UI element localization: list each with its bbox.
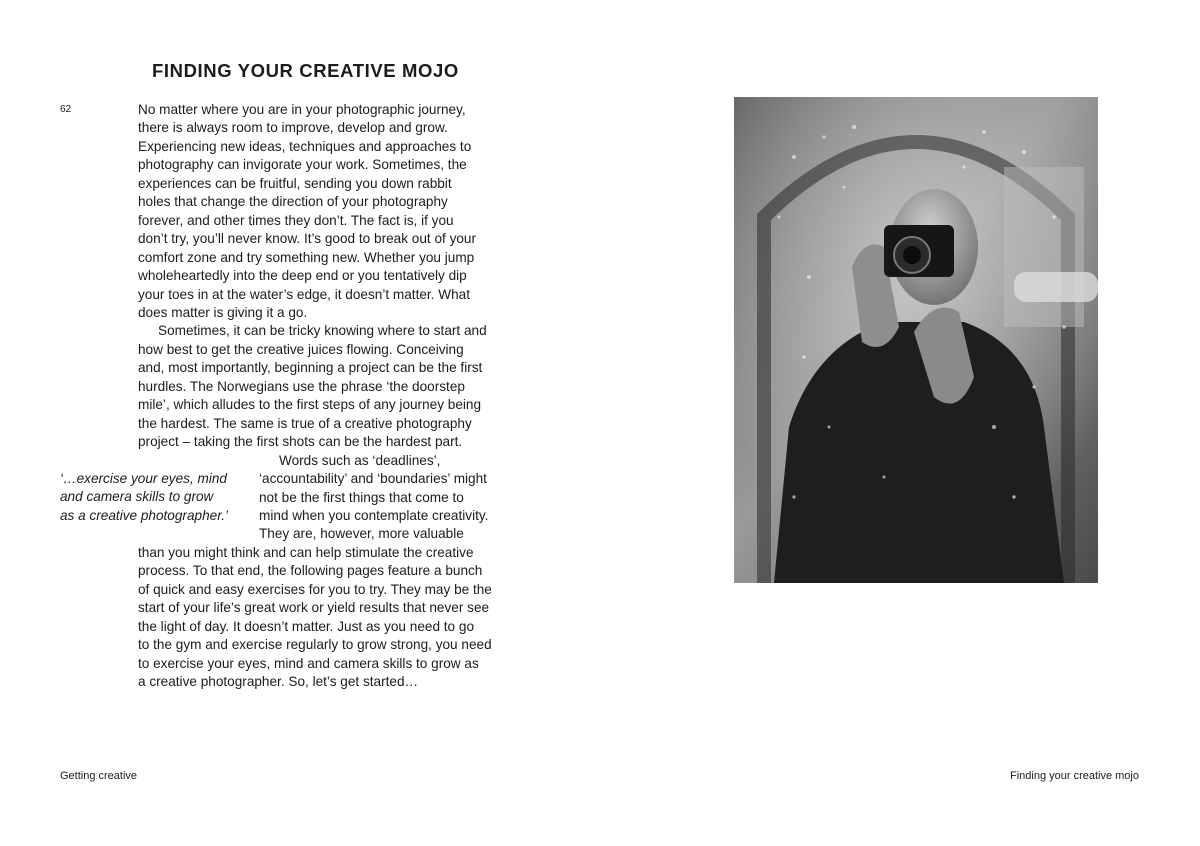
body-line: start of your life’s great work or yield results that never see: [138, 600, 490, 616]
body-line: the hardest. The same is true of a creative photography: [138, 415, 472, 431]
self-portrait-photo: [734, 97, 1098, 583]
body-line: hurdles. The Norwegians use the phrase ‘the doorstep: [138, 378, 465, 394]
body-line: not be the first things that come to: [259, 489, 464, 505]
body-line: than you might think and can help stimulate the creative: [138, 544, 474, 560]
body-line: a creative photographer. So, let’s get started…: [138, 674, 419, 690]
body-line: ‘accountability’ and ‘boundaries’ might: [259, 471, 487, 487]
body-line: No matter where you are in your photographic journey,: [138, 102, 466, 117]
body-line: Experiencing new ideas, techniques and approaches to: [138, 138, 472, 154]
footer-section-label: Getting creative: [60, 770, 138, 782]
pull-quote: [60, 470, 260, 525]
body-line: Words such as ‘deadlines’,: [279, 452, 441, 468]
pull-quote-line: as a creative photographer.’: [60, 507, 229, 523]
body-text: [138, 101, 518, 692]
body-line: mind when you contemplate creativity.: [259, 507, 489, 523]
body-line: and, most importantly, beginning a project can be the first: [138, 360, 483, 376]
body-line: of quick and easy exercises for you to try. They may be the: [138, 581, 492, 597]
page-title: FINDING YOUR CREATIVE MOJO: [152, 60, 459, 81]
pull-quote-line: ‘…exercise your eyes, mind: [60, 471, 227, 486]
body-line: don’t try, you’ll never know. It’s good to break out of your: [138, 231, 477, 247]
body-line: holes that change the direction of your photography: [138, 194, 448, 210]
body-line: comfort zone and try something new. Whether you jump: [138, 249, 475, 265]
body-line: the light of day. It doesn’t matter. Just as you need to go: [138, 618, 475, 634]
page-number: 62: [60, 104, 72, 115]
body-line: photography can invigorate your work. Sometimes, the: [138, 157, 467, 173]
body-line: They are, however, more valuable: [259, 526, 464, 542]
body-line: project – taking the first shots can be the hardest part.: [138, 434, 463, 450]
body-line: process. To that end, the following pages feature a bunch: [138, 563, 483, 579]
body-line: mile’, which alludes to the first steps of any journey being: [138, 397, 482, 413]
photo-illustration: [734, 97, 1098, 583]
body-line: Sometimes, it can be tricky knowing where to start and: [158, 323, 487, 339]
body-line: does matter is giving it a go.: [138, 304, 308, 320]
body-line: to exercise your eyes, mind and camera skills to grow as: [138, 655, 479, 671]
body-line: wholeheartedly into the deep end or you tentatively dip: [138, 268, 467, 284]
body-line: forever, and other times they don’t. The fact is, if you: [138, 212, 454, 228]
footer-chapter-label: Finding your creative mojo: [1009, 770, 1139, 782]
body-line: to the gym and exercise regularly to grow strong, you need: [138, 637, 492, 653]
body-line: how best to get the creative juices flowing. Conceiving: [138, 341, 464, 357]
body-line: your toes in at the water’s edge, it doesn’t matter. What: [138, 286, 470, 302]
pull-quote-line: and camera skills to grow: [60, 489, 214, 505]
body-line: experiences can be fruitful, sending you down rabbit: [138, 175, 452, 191]
body-line: there is always room to improve, develop and grow.: [138, 120, 448, 136]
